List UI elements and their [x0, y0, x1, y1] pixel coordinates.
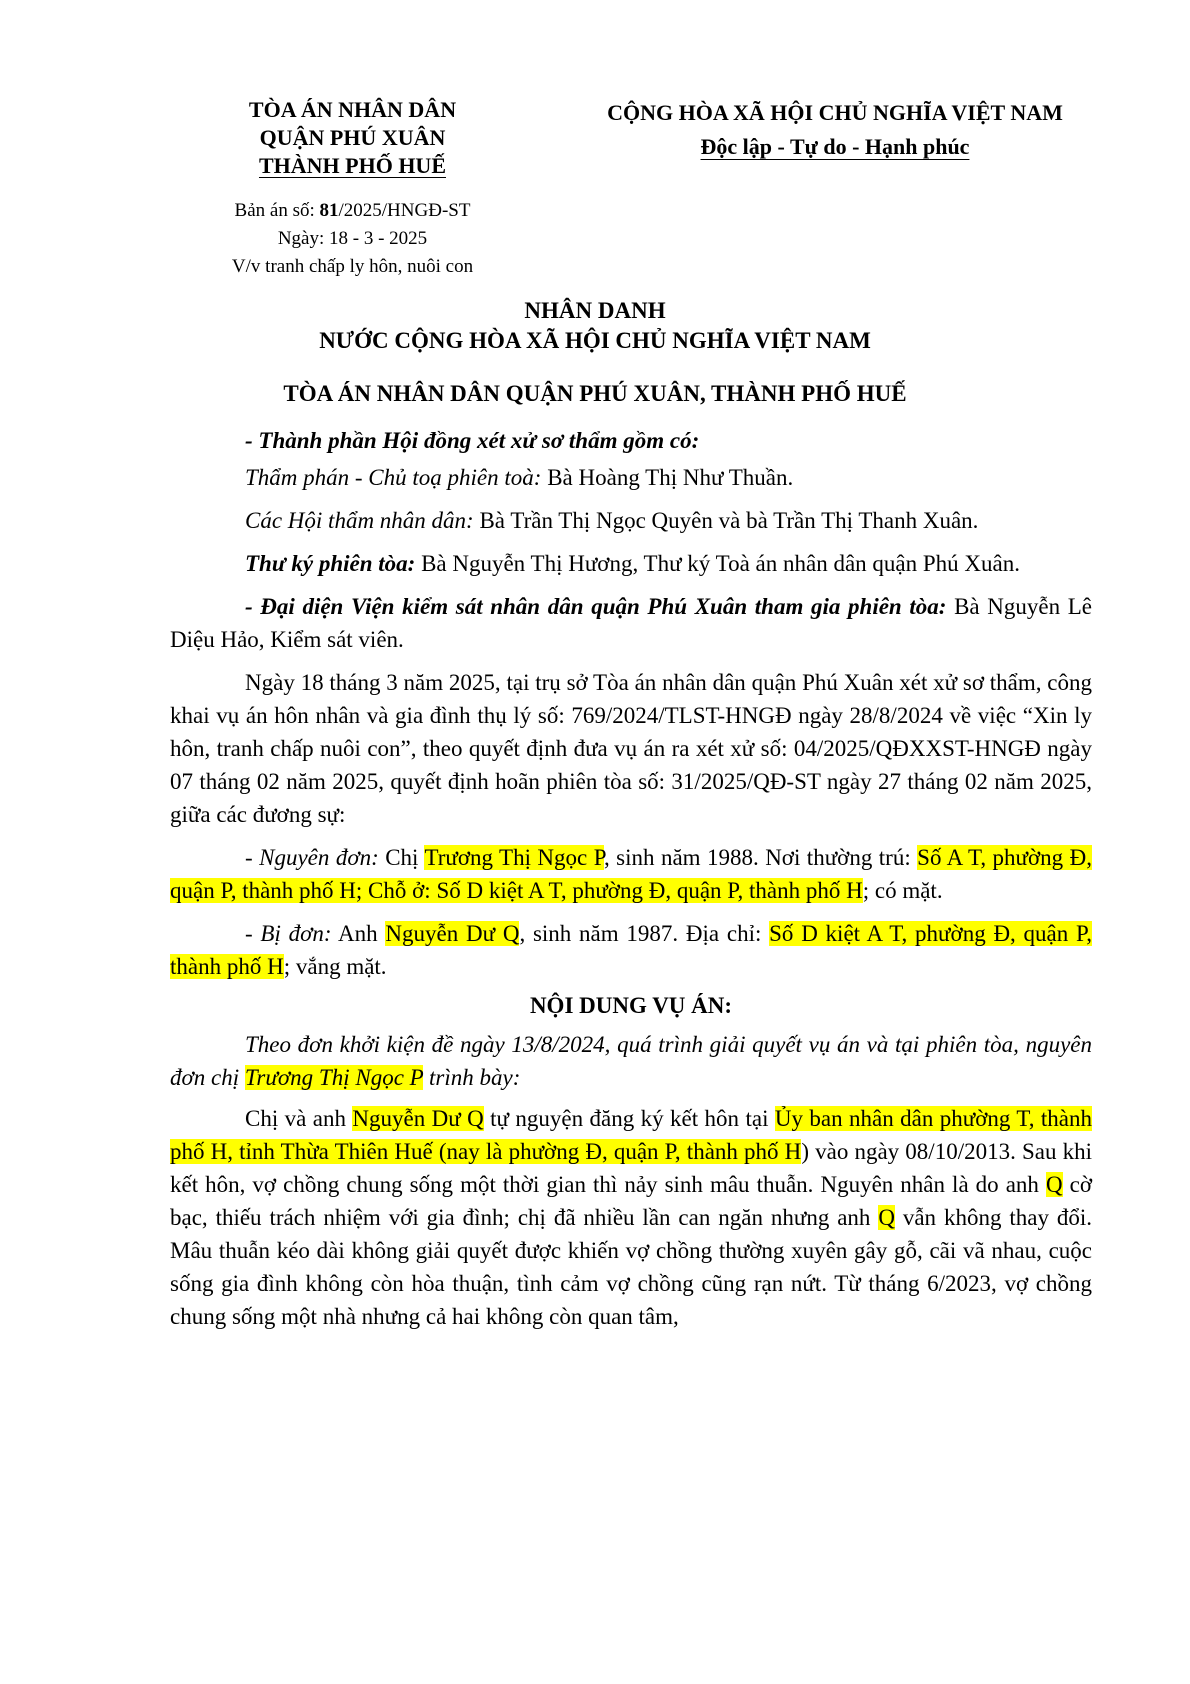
judgment-meta	[155, 197, 550, 281]
national-header	[540, 96, 1130, 164]
court-name-line3: THÀNH PHỐ HUẾ	[258, 153, 446, 178]
content-registration-place: Ủy ban nhân dân phường T, thành phố H, tỉnh Thừa Thiên Huế (nay là phường Đ, quận P, thành phố H	[170, 1106, 1092, 1164]
clerk-label: Thư ký phiên tòa:	[245, 551, 416, 576]
content-intro	[170, 1028, 1092, 1094]
plaintiff-label: Nguyên đơn:	[259, 845, 379, 870]
court-name-line1: TÒA ÁN NHÂN DÂN	[248, 97, 457, 122]
content-q-2: Q	[878, 1205, 895, 1230]
judge-name: Bà Hoàng Thị Như Thuần.	[541, 465, 794, 490]
plaintiff-address: Số A T, phường Đ, quận P, thành phố H; Chỗ ở: Số D kiệt A T, phường Đ, quận P, thành phố H	[170, 845, 1092, 903]
panel-section	[170, 424, 1092, 1333]
defendant-text2: , sinh năm 1987. Địa chỉ:	[519, 921, 770, 946]
defendant-paragraph	[170, 917, 1092, 983]
plaintiff-text2: , sinh năm 1988. Nơi thường trú:	[603, 845, 918, 870]
plaintiff-paragraph	[170, 841, 1092, 907]
defendant-text3: ; vắng mặt.	[283, 954, 387, 979]
plaintiff-text3: ; có mặt.	[862, 878, 943, 903]
judgment-number-value: 81	[319, 200, 339, 221]
panel-heading: - Thành phần Hội đồng xét xử sơ thẩm gồm có:	[245, 428, 700, 453]
court-title: TÒA ÁN NHÂN DÂN QUẬN PHÚ XUÂN, THÀNH PHỐ HUẾ	[283, 381, 907, 406]
content-text2: tự nguyện đăng ký kết hôn tại	[483, 1106, 775, 1131]
content-text1: Chị và anh	[245, 1106, 353, 1131]
procuracy-label: - Đại diện Viện kiểm sát nhân dân quận Phú Xuân tham gia phiên tòa:	[245, 594, 947, 619]
court-name-line2: QUẬN PHÚ XUÂN	[259, 125, 446, 150]
plaintiff-name: Trương Thị Ngọc P	[424, 845, 604, 870]
judgment-subject: V/v tranh chấp ly hôn, nuôi con	[231, 256, 474, 277]
intro-paragraph: Ngày 18 tháng 3 năm 2025, tại trụ sở Tòa án nhân dân quận Phú Xuân xét xử sơ thẩm, công khai vụ án hôn nhân và gia đình thụ lý số: 769/2024/TLST-HNGĐ ngày 28/8/2024 về việc “Xin ly hôn, tranh chấp nuôi con”, theo quyết định đưa vụ án ra xét xử số: 04/2025/QĐXXST-HNGĐ ngày 07 tháng 02 năm 2025, quyết định hoãn phiên tòa số: 31/2025/QĐ-ST ngày 27 tháng 02 năm 2025, giữa các đương sự:	[170, 670, 1092, 827]
defendant-address: Số D kiệt A T, phường Đ, quận P, thành phố H	[170, 921, 1093, 979]
assessors-names: Bà Trần Thị Ngọc Quyên và bà Trần Thị Thanh Xuân.	[473, 508, 979, 533]
content-text3: ) vào ngày 08/10/2013. Sau khi kết hôn, vợ chồng chung sống một thời gian thì nảy sinh mâu thuẫn. Nguyên nhân là do anh	[170, 1139, 1092, 1197]
content-intro-text2: trình bày:	[423, 1065, 521, 1090]
content-paragraph	[170, 1102, 1092, 1333]
defendant-text1: Anh	[331, 921, 386, 946]
section-heading: NỘI DUNG VỤ ÁN:	[529, 993, 733, 1018]
judgment-number	[155, 197, 550, 225]
court-header	[155, 96, 550, 180]
title-block	[0, 296, 1190, 356]
clerk-name: Bà Nguyễn Thị Hương, Thư ký Toà án nhân dân quận Phú Xuân.	[415, 551, 1020, 576]
content-intro-name: Trương Thị Ngọc P	[244, 1065, 424, 1090]
republic-name: CỘNG HÒA XÃ HỘI CHỦ NGHĨA VIỆT NAM	[607, 100, 1063, 125]
content-intro-text1: Theo đơn khởi kiện đề ngày 13/8/2024, quá trình giải quyết vụ án và tại phiên tòa, nguyên đơn chị	[170, 1032, 1092, 1090]
assessors-label: Các Hội thẩm nhân dân:	[245, 508, 474, 533]
title-line2: NƯỚC CỘNG HÒA XÃ HỘI CHỦ NGHĨA VIỆT NAM	[319, 328, 871, 353]
judgment-number-prefix: Bản án số:	[234, 200, 320, 221]
title-line1: NHÂN DANH	[524, 298, 666, 323]
judgment-date: Ngày: 18 - 3 - 2025	[277, 228, 428, 249]
content-q-1: Q	[1045, 1172, 1063, 1197]
judge-label: Thẩm phán - Chủ toạ phiên toà:	[245, 465, 542, 490]
defendant-label: Bị đơn:	[260, 921, 332, 946]
defendant-prefix: -	[245, 921, 261, 946]
content-text5: vẫn không thay đổi. Mâu thuẫn kéo dài không giải quyết được khiến vợ chồng thường xuyên gây gỗ, cãi vã nhau, cuộc sống gia đình không còn hòa thuận, tình cảm vợ chồng cũng rạn nứt. Từ tháng 6/2023, vợ chồng chung sống một nhà nhưng cả hai không còn quan tâm,	[170, 1205, 1092, 1329]
content-name-q: Nguyễn Dư Q	[352, 1106, 484, 1131]
national-motto: Độc lập - Tự do - Hạnh phúc	[700, 134, 970, 159]
defendant-name: Nguyễn Dư Q	[385, 921, 520, 946]
content-text4: cờ bạc, thiếu trách nhiệm với gia đình; chị đã nhiều lần can ngăn nhưng anh	[170, 1172, 1092, 1230]
procuracy-name: Bà Nguyễn Lê Diệu Hảo, Kiểm sát viên.	[170, 594, 1092, 652]
judgment-number-suffix: /2025/HNGĐ-ST	[338, 200, 471, 221]
plaintiff-text1: Chị	[378, 845, 425, 870]
plaintiff-prefix: -	[245, 845, 260, 870]
